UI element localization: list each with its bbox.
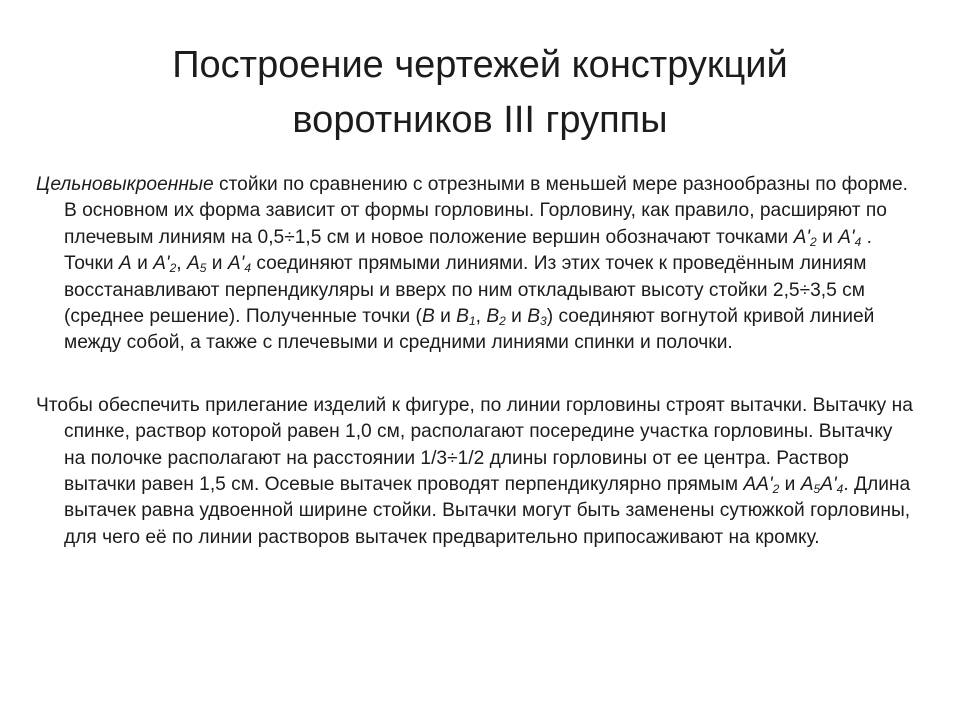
- point-label: B: [456, 306, 469, 328]
- point-index: 2: [169, 261, 177, 276]
- paragraph-2: [36, 393, 916, 551]
- point-label: AA': [743, 474, 773, 496]
- point-label: B: [486, 306, 500, 328]
- point-label: A': [793, 226, 811, 248]
- term-one-piece: Цельновыкроенные: [36, 174, 214, 195]
- slide-title-line-1: Построение чертежей конструкций: [172, 44, 788, 86]
- point-index: 2: [810, 234, 817, 249]
- point-index: 5: [199, 261, 207, 276]
- text: ) соединяют вогнутой кривой линией между собой, а также с плечевыми и средними линиями спинки и полочки.: [64, 306, 875, 354]
- point-index: 1: [468, 314, 476, 329]
- point-label: A': [153, 253, 170, 275]
- point-index: 4: [836, 482, 844, 497]
- point-label: B: [527, 306, 541, 328]
- slide-body: [36, 172, 916, 551]
- point-label: A': [820, 474, 837, 496]
- point-index: 2: [772, 482, 780, 497]
- slide-title: [60, 38, 900, 148]
- paragraph-1: [36, 172, 916, 357]
- text: стойки по сравнению с отрезными в меньшей мере разнообразны по форме. В основном их форма зависит от формы горловины. Горловину, как правило, расширяют по плечевым линиям на 0,5÷1,5 см и новое положение вершин обозначают точками: [64, 174, 908, 248]
- point-index: 4: [854, 234, 862, 249]
- slide-title-line-2: воротников III группы: [292, 99, 668, 141]
- point-label: A: [118, 253, 132, 275]
- text: и: [206, 253, 228, 275]
- text: соединяют прямыми линиями. Из этих точек к проведённым линиям восстанавливают перпендикуляры и вверх по ним откладывают высоту стойки 2,5÷3,5 см (среднее решение). Полученные точки (: [64, 253, 867, 328]
- text: и: [434, 306, 457, 328]
- text: Чтобы обеспечить прилегание изделий к фигуре, по линии горловины строят вытачки. Вытачку на спинке, раствор которой равен 1,0 см, располагают посередине участка горловины. Вытачку на полочке располагают на расстоянии 1/3÷1/2 длины горловины от ее центра. Раствор вытачки равен 1,5 см. Осевые вытачек проводят перпендикулярно прямым: [36, 394, 913, 496]
- point-label: B: [421, 306, 435, 328]
- text: ,: [176, 253, 187, 275]
- point-label: A': [838, 226, 855, 248]
- text: и: [816, 226, 839, 248]
- text: и: [779, 474, 801, 496]
- point-index: 2: [499, 314, 506, 329]
- text: . Длина вытачек равна удвоенной ширине стойки. Вытачки могут быть заменены сутюжкой горловины, для чего её по линии растворов вытачек предварительно припосаживают на кромку.: [64, 474, 911, 548]
- point-index: 3: [540, 314, 547, 329]
- text: . Точки: [64, 226, 872, 275]
- point-label: A': [227, 253, 245, 275]
- text: ,: [475, 306, 487, 328]
- text: и: [505, 306, 528, 328]
- point-index: 4: [244, 261, 251, 276]
- point-label: A: [800, 474, 814, 496]
- text: и: [131, 253, 154, 275]
- point-label: A: [186, 253, 200, 275]
- point-index: 5: [813, 482, 821, 497]
